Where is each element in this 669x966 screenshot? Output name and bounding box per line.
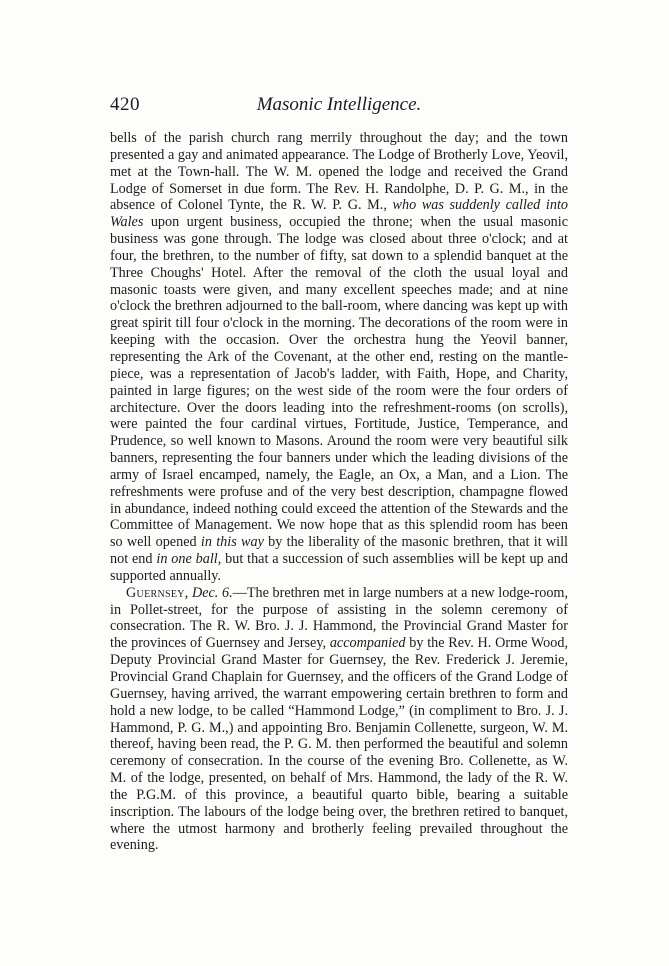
date-heading: Dec. 6. (191, 584, 233, 601)
text-span: bells of the parish church rang merrily throughout the day; and the town presented a gay and animated appearance. The Lodge of Brotherly Love, Yeovil, met at the Town-hall. The W. M. opened the lodge and received the Grand Lodge of Somerset in due form. The Rev. H. Randolphe, D. P. G. M., in the absence of Colonel Tynte, the R. W. P. G. M., (110, 130, 568, 214)
article-body (110, 130, 568, 854)
italic-span: in this way (200, 534, 264, 551)
text-span: , but that a succession of such assemblies will be kept up and supported annually. (110, 551, 568, 584)
page-number: 420 (110, 94, 140, 115)
italic-span: who was suddenly called into Wales (110, 197, 568, 231)
text-span: by the Rev. H. Orme Wood, Deputy Provincial Grand Master for Guernsey, the Rev. Frederick J. Jeremie, Provincial Grand Chaplain for Guernsey, and the officers of the Grand Lodge of Guernsey, having arrived, the warrant empowering certain brethren to form and hold a new lodge, to be called “Hammond Lodge,” (in compliment to Bro. J. J. Hammond, P. G. M.,) and appointing Bro. Benjamin Collenette, surgeon, W. M. thereof, having been read, the P. G. M. then performed the beautiful and solemn ceremony of consecration. In the course of the evening Bro. Collenette, as W. M. of the lodge, presented, on behalf of Mrs. Hammond, the lady of the R. W. the P.G.M. of this province, a beautiful quarto bible, bearing a suitable inscription. The labours of the lodge being over, the brethren retired to banquet, where the utmost harmony and brotherly feeling prevailed throughout the evening. (110, 635, 568, 854)
text-span: by the liberality of the masonic brethren, that it will not end (110, 534, 568, 568)
paragraph-guernsey (110, 585, 568, 855)
paragraph-yeovil (110, 130, 568, 585)
italic-span: in one ball (156, 551, 218, 568)
text-span: upon urgent business, occupied the throne; when the usual masonic business was gone through. The lodge was closed about three o'clock; and at four, the brethren, to the number of fifty, sat down to a splendid banquet at the Three Choughs' Hotel. After the removal of the cloth the usual loyal and masonic toasts were given, and many excellent speeches made; and at nine o'clock the brethren adjourned to the ball-room, where dancing was kept up with great spirit till four o'clock in the morning. The decorations of the room were in keeping with the occasion. Over the orchestra hung the Yeovil banner, representing the Ark of the Covenant, at the other end, resting on the mantle-piece, was a representation of Jacob's ladder, with Faith, Hope, and Charity, painted in large figures; on the west side of the room were the four orders of architecture. Over the doors leading into the refreshment-rooms (on scrolls), were painted the four cardinal virtues, Fortitude, Justice, Temperance, and Prudence, so well known to Masons. Around the room were very beautiful silk banners, representing the four banners under which the leading divisions of the army of Israel encamped, namely, the Eagle, an Ox, a Man, and a Lion. The refreshments were profuse and of the very best description, champagne flowed in abundance, indeed nothing could exceed the attention of the Stewards and the Committee of Management. We now hope that as this splendid room has been so well opened (110, 214, 568, 551)
italic-span: accompanied (329, 635, 406, 652)
running-title: Masonic Intelligence. (256, 94, 422, 115)
text-span: , (184, 584, 192, 601)
text-span: —The brethren met in large numbers at a new lodge-room, in Pollet-street, for the purpose of assisting in the solemn ceremony of consecration. The R. W. Bro. J. J. Hammond, the Provincial Grand Master for the provinces of Guernsey and Jersey, (110, 584, 569, 652)
page-header (110, 94, 568, 120)
place-heading: Guernsey (126, 584, 185, 601)
